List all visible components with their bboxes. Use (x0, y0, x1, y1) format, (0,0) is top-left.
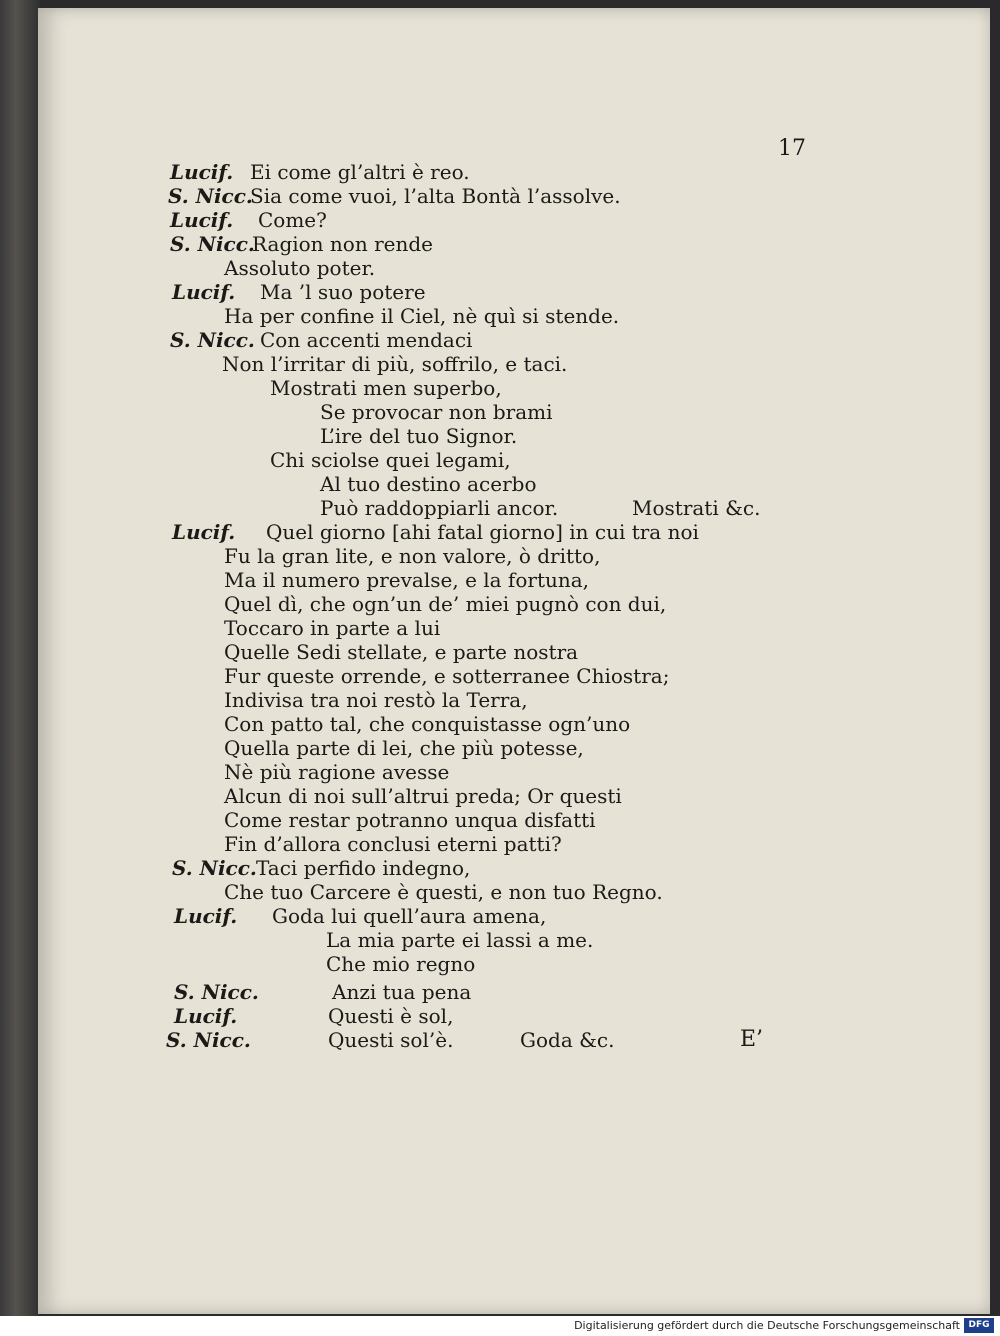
verse-line: Indivisa tra noi restò la Terra, (224, 688, 528, 712)
verse-line: L’ire del tuo Signor. (320, 424, 518, 448)
speaker-label: S. Nicc. (170, 232, 255, 256)
verse-line: Questi sol’è. (328, 1028, 454, 1052)
verse-line: Non l’irritar di più, soffrilo, e taci. (222, 352, 568, 376)
funding-notice: Digitalisierung gefördert durch die Deutsche Forschungsgemeinschaft (574, 1319, 960, 1332)
speaker-label: Lucif. (172, 280, 236, 304)
verse-line: Quel dì, che ogn’un de’ miei pugnò con dui, (224, 592, 667, 616)
speaker-label: S. Nicc. (170, 328, 255, 352)
dfg-logo: DFG (964, 1318, 994, 1333)
verse-line: Può raddoppiarli ancor. (320, 496, 559, 520)
verse-line: Come restar potranno unqua disfatti (224, 808, 596, 832)
verse-line: Quelle Sedi stellate, e parte nostra (224, 640, 579, 664)
verse-line: Con patto tal, che conquistasse ogn’uno (224, 712, 631, 736)
verse-line: Sia come vuoi, l’alta Bontà l’assolve. (250, 184, 621, 208)
book-spine (0, 0, 40, 1316)
book-page (38, 8, 990, 1314)
verse-line: La mia parte ei lassi a me. (326, 928, 594, 952)
verse-line: Anzi tua pena (332, 980, 472, 1004)
verse-line: Alcun di noi sull’altrui preda; Or questi (224, 784, 622, 808)
verse-line: Fin d’allora conclusi eterni patti? (224, 832, 562, 856)
verse-line: Al tuo destino acerbo (320, 472, 537, 496)
verse-line: Come? (258, 208, 327, 232)
verse-line: Fur queste orrende, e sotterranee Chiostra; (224, 664, 670, 688)
verse-line: Fu la gran lite, e non valore, ò dritto, (224, 544, 601, 568)
verse-line: Assoluto poter. (224, 256, 376, 280)
verse-line: Quel giorno [ahi fatal giorno] in cui tra noi (266, 520, 699, 544)
verse-line: Toccaro in parte a lui (224, 616, 441, 640)
aria-da-capo-cue: Goda &c. (520, 1028, 615, 1052)
verse-line: Goda lui quell’aura amena, (272, 904, 547, 928)
verse-line: Taci perfido indegno, (256, 856, 471, 880)
speaker-label: Lucif. (174, 1004, 238, 1028)
verse-line: Mostrati men superbo, (270, 376, 502, 400)
page-number: 17 (778, 136, 806, 161)
verse-line: Chi sciolse quei legami, (270, 448, 511, 472)
verse-line: Ma ’l suo potere (260, 280, 426, 304)
speaker-label: S. Nicc. (172, 856, 257, 880)
speaker-label: Lucif. (174, 904, 238, 928)
aria-da-capo-cue: Mostrati &c. (632, 496, 761, 520)
verse-line: Ma il numero prevalse, e la fortuna, (224, 568, 590, 592)
speaker-label: Lucif. (172, 520, 236, 544)
verse-line: Ragion non rende (252, 232, 433, 256)
verse-line: Che mio regno (326, 952, 476, 976)
catchword: E’ (740, 1027, 764, 1052)
verse-line: Con accenti mendaci (260, 328, 473, 352)
speaker-label: Lucif. (170, 208, 234, 232)
verse-line: Che tuo Carcere è questi, e non tuo Regno. (224, 880, 663, 904)
verse-line: Quella parte di lei, che più potesse, (224, 736, 584, 760)
speaker-label: S. Nicc. (174, 980, 259, 1004)
verse-line: Ei come gl’altri è reo. (250, 160, 470, 184)
verse-line: Questi è sol, (328, 1004, 454, 1028)
speaker-label: S. Nicc. (166, 1028, 251, 1052)
verse-line: Nè più ragione avesse (224, 760, 450, 784)
verse-line: Ha per confine il Ciel, nè quì si stende. (224, 304, 620, 328)
speaker-label: S. Nicc. (168, 184, 253, 208)
verse-line: Se provocar non brami (320, 400, 553, 424)
speaker-label: Lucif. (170, 160, 234, 184)
